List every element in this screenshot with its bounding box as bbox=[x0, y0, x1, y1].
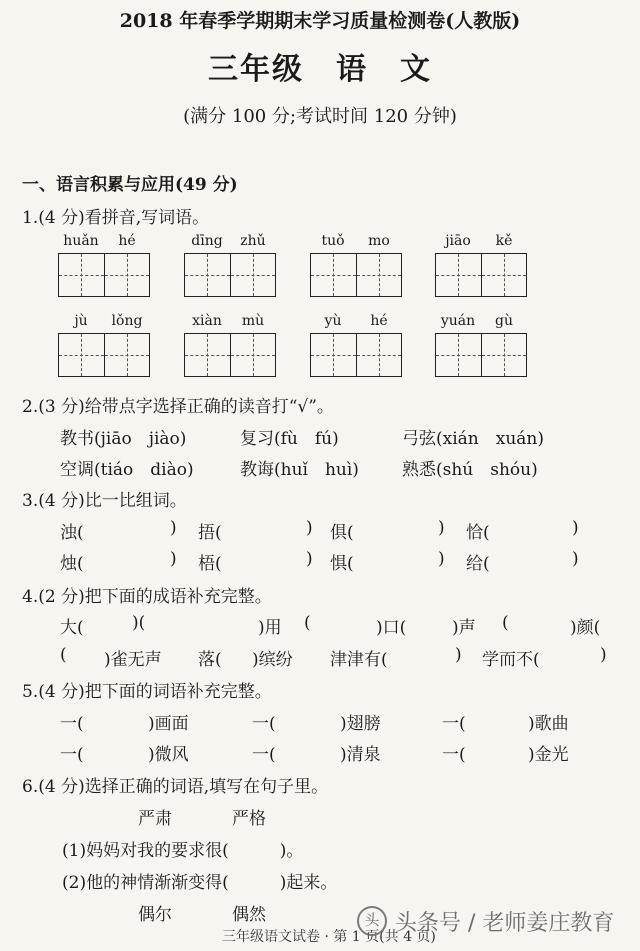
exam-header-title: 2018 年春季学期期末学习质量检测卷(人教版) bbox=[119, 10, 521, 32]
q2-item: 复习(fù fú) bbox=[240, 429, 339, 449]
q3-char: 恰( bbox=[466, 523, 490, 543]
q4-part: 津津有( bbox=[330, 650, 388, 670]
q5-part: 一( bbox=[60, 745, 84, 765]
exam-info: (满分 100 分;考试时间 120 分钟) bbox=[183, 106, 457, 127]
writing-box[interactable] bbox=[357, 254, 402, 296]
q4-part: )口( bbox=[376, 618, 407, 638]
pinyin-label bbox=[310, 313, 402, 329]
q4-part: )( bbox=[132, 613, 146, 633]
q3-blank-close: ) bbox=[170, 518, 177, 538]
q2-item: 熟悉(shú shóu) bbox=[402, 460, 538, 480]
question-3: 3.(4 分)比一比组词。 bbox=[22, 491, 187, 511]
q5-part: 一( bbox=[442, 745, 466, 765]
pinyin-syllable: tuǒ bbox=[321, 233, 345, 249]
writing-box[interactable] bbox=[357, 334, 402, 376]
q4-part: 大( bbox=[60, 618, 84, 638]
writing-box-pair[interactable] bbox=[184, 333, 276, 377]
pinyin-label bbox=[58, 233, 150, 249]
q3-blank-close: ) bbox=[438, 549, 445, 569]
writing-box[interactable] bbox=[59, 334, 105, 376]
pinyin-syllable: gù bbox=[495, 313, 513, 329]
pinyin-label bbox=[184, 233, 276, 249]
q4-part: )声 bbox=[452, 618, 476, 638]
q4-part: 学而不( bbox=[482, 650, 540, 670]
writing-box[interactable] bbox=[231, 334, 276, 376]
writing-box[interactable] bbox=[105, 254, 150, 296]
writing-box[interactable] bbox=[311, 334, 357, 376]
pinyin-syllable: hé bbox=[370, 313, 388, 329]
pinyin-syllable: yuán bbox=[440, 313, 476, 329]
q4-part: 落( bbox=[198, 650, 222, 670]
question-6: 6.(4 分)选择正确的词语,填写在句子里。 bbox=[22, 777, 329, 797]
q3-char: 俱( bbox=[330, 523, 354, 543]
q5-part: )画面 bbox=[148, 714, 189, 734]
q2-item: 教书(jiāo jiào) bbox=[60, 429, 187, 449]
word-option: 偶尔 bbox=[138, 905, 172, 925]
pinyin-syllable: lǒng bbox=[111, 313, 143, 329]
pinyin-syllable: mo bbox=[368, 233, 390, 249]
pinyin-syllable: hé bbox=[118, 233, 136, 249]
q5-part: )微风 bbox=[148, 745, 189, 765]
q3-char: 浊( bbox=[60, 523, 84, 543]
q3-char: 烛( bbox=[60, 554, 84, 574]
q4-part: )雀无声 bbox=[104, 650, 162, 670]
pinyin-syllable: kě bbox=[495, 233, 513, 249]
sentence-1: (1)妈妈对我的要求很( )。 bbox=[62, 841, 304, 861]
question-2: 2.(3 分)给带点字选择正确的读音打“√”。 bbox=[22, 397, 334, 417]
pinyin-label bbox=[435, 313, 527, 329]
writing-box-pair[interactable] bbox=[435, 333, 527, 377]
writing-box-pair[interactable] bbox=[58, 333, 150, 377]
q4-part: ( bbox=[60, 645, 67, 665]
q4-part: ) bbox=[455, 645, 462, 665]
pinyin-label bbox=[184, 313, 276, 329]
pinyin-syllable: zhǔ bbox=[240, 233, 266, 249]
grade-subject-title: 三年级 语 文 bbox=[208, 52, 432, 87]
section-title: 一、语言积累与应用(49 分) bbox=[22, 175, 238, 195]
q3-blank-close: ) bbox=[306, 549, 313, 569]
q5-part: 一( bbox=[252, 745, 276, 765]
pinyin-syllable: jù bbox=[74, 313, 88, 329]
pinyin-syllable: mù bbox=[241, 313, 265, 329]
writing-box[interactable] bbox=[482, 334, 527, 376]
q3-char: 梧( bbox=[198, 554, 222, 574]
watermark bbox=[357, 904, 640, 938]
watermark-text: 头条号 / 老师姜庄教育 bbox=[395, 910, 615, 936]
writing-box-pair[interactable] bbox=[435, 253, 527, 297]
toutiao-logo-icon: 头 bbox=[357, 906, 387, 936]
pinyin-label bbox=[310, 233, 402, 249]
q2-item: 教诲(huǐ huì) bbox=[240, 460, 359, 480]
q2-item: 弓弦(xián xuán) bbox=[402, 429, 544, 449]
q4-part: ( bbox=[304, 613, 311, 633]
q5-part: )金光 bbox=[528, 745, 569, 765]
q5-part: 一( bbox=[60, 714, 84, 734]
writing-box-pair[interactable] bbox=[184, 253, 276, 297]
pinyin-syllable: xiàn bbox=[192, 313, 222, 329]
q4-part: )缤纷 bbox=[252, 650, 293, 670]
q4-part: ) bbox=[600, 645, 607, 665]
q4-part: )用 bbox=[258, 618, 282, 638]
writing-box-pair[interactable] bbox=[310, 253, 402, 297]
writing-box-pair[interactable] bbox=[310, 333, 402, 377]
writing-box[interactable] bbox=[482, 254, 527, 296]
writing-box[interactable] bbox=[59, 254, 105, 296]
pinyin-label bbox=[58, 313, 150, 329]
q5-part: 一( bbox=[442, 714, 466, 734]
q4-part: )颜( bbox=[570, 618, 601, 638]
q3-char: 给( bbox=[466, 554, 490, 574]
q5-part: )歌曲 bbox=[528, 714, 569, 734]
q5-part: 一( bbox=[252, 714, 276, 734]
pinyin-syllable: dīng bbox=[191, 233, 223, 249]
question-1: 1.(4 分)看拼音,写词语。 bbox=[22, 208, 210, 228]
q5-part: )清泉 bbox=[340, 745, 381, 765]
sentence-2: (2)他的神情渐渐变得( )起来。 bbox=[62, 873, 338, 893]
pinyin-label bbox=[435, 233, 527, 249]
word-option: 严格 bbox=[232, 809, 266, 829]
q3-blank-close: ) bbox=[438, 518, 445, 538]
writing-box[interactable] bbox=[231, 254, 276, 296]
writing-box[interactable] bbox=[105, 334, 150, 376]
q3-char: 惧( bbox=[330, 554, 354, 574]
word-option: 偶然 bbox=[232, 905, 266, 925]
q3-blank-close: ) bbox=[572, 518, 579, 538]
writing-box[interactable] bbox=[311, 254, 357, 296]
word-option: 严肃 bbox=[138, 809, 172, 829]
q3-blank-close: ) bbox=[572, 549, 579, 569]
q4-part: ( bbox=[502, 613, 509, 633]
pinyin-syllable: huǎn bbox=[63, 233, 99, 249]
writing-box-pair[interactable] bbox=[58, 253, 150, 297]
pinyin-syllable: yù bbox=[324, 313, 342, 329]
q2-item: 空调(tiáo diào) bbox=[60, 460, 194, 480]
pinyin-syllable: jiāo bbox=[445, 233, 471, 249]
q5-part: )翅膀 bbox=[340, 714, 381, 734]
q3-blank-close: ) bbox=[306, 518, 313, 538]
q3-blank-close: ) bbox=[170, 549, 177, 569]
writing-box[interactable] bbox=[436, 334, 482, 376]
question-4: 4.(2 分)把下面的成语补充完整。 bbox=[22, 587, 272, 607]
writing-box[interactable] bbox=[436, 254, 482, 296]
question-5: 5.(4 分)把下面的词语补充完整。 bbox=[22, 682, 272, 702]
page-footer: 三年级语文试卷 · 第 1 页(共 4 页) bbox=[222, 929, 436, 945]
writing-box[interactable] bbox=[185, 334, 231, 376]
writing-box[interactable] bbox=[185, 254, 231, 296]
q3-char: 捂( bbox=[198, 523, 222, 543]
